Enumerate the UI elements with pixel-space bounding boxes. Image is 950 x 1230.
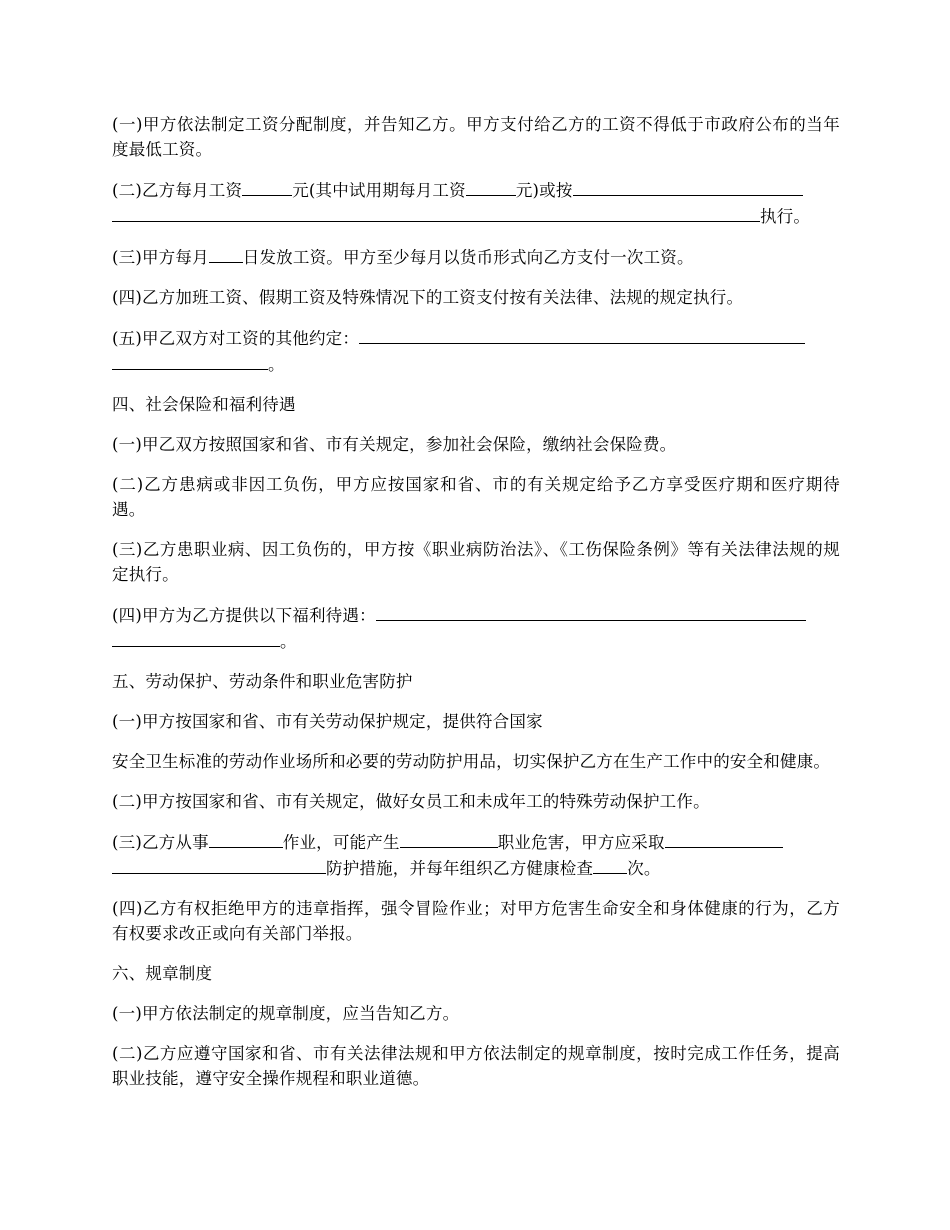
protection-clause-1-cont: 安全卫生标准的劳动作业场所和必要的劳动防护用品，切实保护乙方在生产工作中的安全和健康。 xyxy=(112,752,831,771)
protection-clause-1: (一)甲方按国家和省、市有关劳动保护规定，提供符合国家 xyxy=(112,712,543,731)
rules-clause-1: (一)甲方依法制定的规章制度，应当告知乙方。 xyxy=(112,1004,460,1023)
protection-clause-2: (二)甲方按国家和省、市有关规定，做好女员工和未成年工的特殊劳动保护工作。 xyxy=(112,792,710,811)
wage-clause-2-or: 元)或按 xyxy=(515,181,573,200)
wage-clause-5 xyxy=(112,325,840,377)
protection-clause-3-label: (三)乙方从事 xyxy=(112,833,209,852)
blank-benefits-2[interactable] xyxy=(112,628,280,647)
protection-clause-3-measure: 职业危害，甲方应采取 xyxy=(497,833,665,852)
section-4-heading: 四、社会保险和福利待遇 xyxy=(112,395,296,414)
blank-protection-1[interactable] xyxy=(665,829,783,848)
wage-clause-5-label: (五)甲乙双方对工资的其他约定： xyxy=(112,329,360,348)
blank-monthly-wage[interactable] xyxy=(242,177,292,196)
wage-clause-1: (一)甲方依法制定工资分配制度，并告知乙方。甲方支付给乙方的工资不得低于市政府公布的当年度最低工资。 xyxy=(112,115,840,159)
wage-clause-2-mid: 元(其中试用期每月工资 xyxy=(292,181,466,200)
insurance-clause-1: (一)甲乙双方按照国家和省、市有关规定，参加社会保险，缴纳社会保险费。 xyxy=(112,435,677,454)
wage-clause-3-label: (三)甲方每月 xyxy=(112,248,209,267)
section-5-heading: 五、劳动保护、劳动条件和职业危害防护 xyxy=(112,672,413,691)
blank-checkup-times[interactable] xyxy=(593,855,627,874)
blank-wage-basis-2[interactable] xyxy=(112,203,760,222)
wage-clause-3 xyxy=(112,244,840,270)
wage-clause-3-text: 日发放工资。甲方至少每月以货币形式向乙方支付一次工资。 xyxy=(242,248,694,267)
wage-clause-2-label: (二)乙方每月工资 xyxy=(112,181,243,200)
wage-clause-2 xyxy=(112,177,840,229)
wage-clause-2-end: 执行。 xyxy=(760,207,811,226)
insurance-clause-2: (二)乙方患病或非因工负伤，甲方应按国家和省、市的有关规定给予乙方享受医疗期和医疗期待遇。 xyxy=(112,475,840,519)
blank-wage-basis-1[interactable] xyxy=(573,177,803,196)
protection-clause-3 xyxy=(112,829,840,881)
section-6-heading: 六、规章制度 xyxy=(112,964,213,983)
blank-work-type[interactable] xyxy=(209,829,283,848)
blank-other-wage-terms-2[interactable] xyxy=(112,351,268,370)
blank-probation-wage[interactable] xyxy=(466,177,516,196)
protection-clause-3-mid: 作业，可能产生 xyxy=(282,833,400,852)
insurance-clause-4-end: 。 xyxy=(280,632,297,651)
blank-hazard[interactable] xyxy=(400,829,498,848)
wage-clause-5-end: 。 xyxy=(268,355,285,374)
document-page xyxy=(112,112,840,1106)
protection-clause-3-end: 次。 xyxy=(627,859,661,878)
blank-pay-day[interactable] xyxy=(209,244,243,263)
insurance-clause-3: (三)乙方患职业病、因工负伤的，甲方按《职业病防治法》、《工伤保险条例》等有关法律法规的规定执行。 xyxy=(112,540,840,584)
rules-clause-2: (二)乙方应遵守国家和省、市有关法律法规和甲方依法制定的规章制度，按时完成工作任务，提高职业技能，遵守安全操作规程和职业道德。 xyxy=(112,1044,840,1088)
insurance-clause-4-label: (四)甲方为乙方提供以下福利待遇： xyxy=(112,606,376,625)
protection-clause-4: (四)乙方有权拒绝甲方的违章指挥，强令冒险作业；对甲方危害生命安全和身体健康的行为，乙方有权要求改正或向有关部门举报。 xyxy=(112,899,840,943)
protection-clause-3-checkup: 防护措施，并每年组织乙方健康检查 xyxy=(326,859,594,878)
blank-benefits-1[interactable] xyxy=(376,602,806,621)
wage-clause-4: (四)乙方加班工资、假期工资及特殊情况下的工资支付按有关法律、法规的规定执行。 xyxy=(112,288,744,307)
insurance-clause-4 xyxy=(112,602,840,654)
blank-other-wage-terms-1[interactable] xyxy=(359,325,805,344)
blank-protection-2[interactable] xyxy=(112,855,326,874)
